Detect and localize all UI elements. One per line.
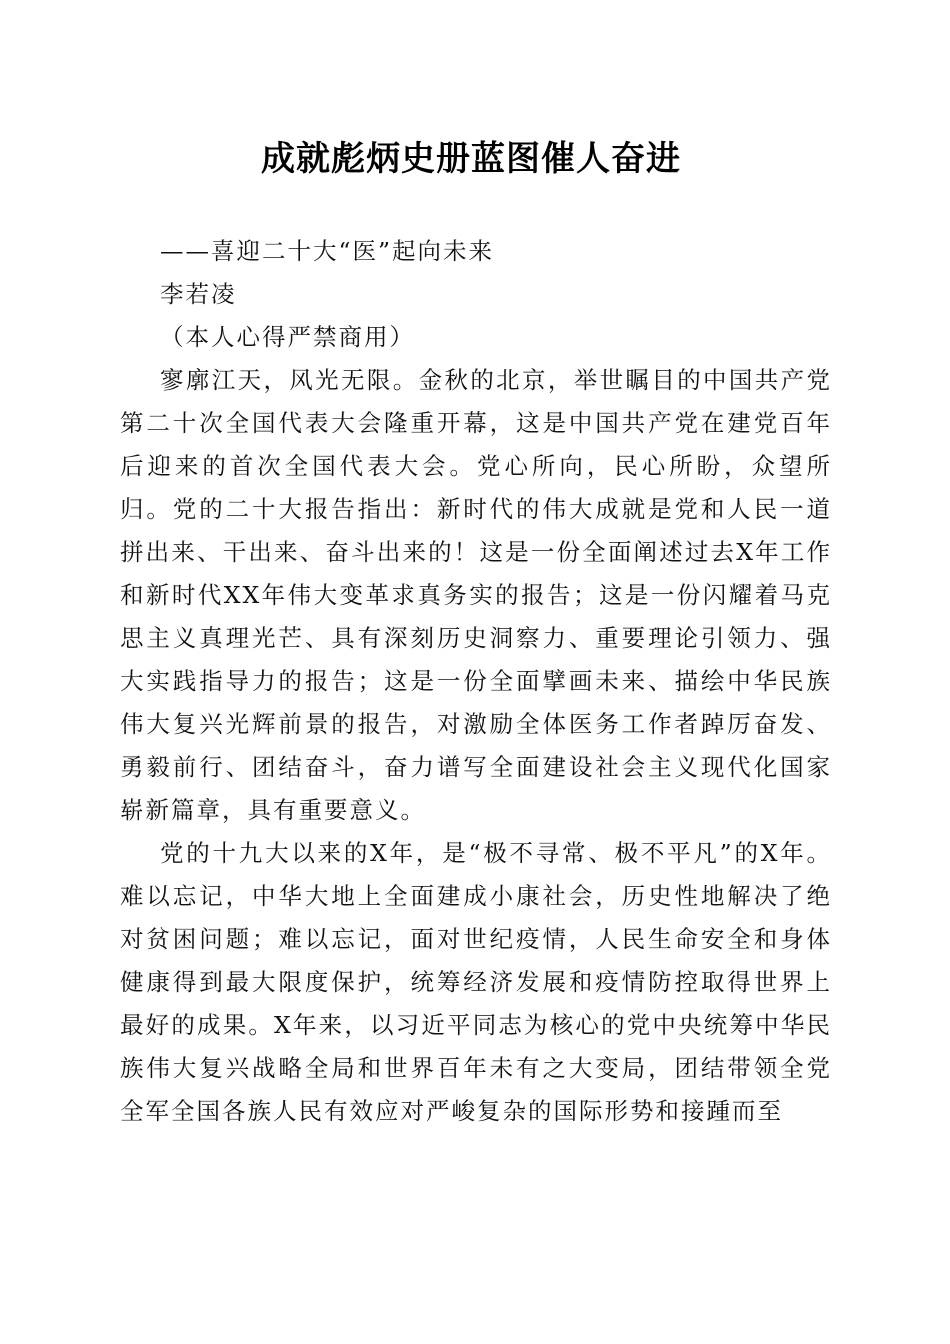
document-note: （本人心得严禁商用） bbox=[160, 323, 415, 351]
paragraph: 寥廓江天，风光无限。金秋的北京，举世瞩目的中国共产党第二十次全国代表大会隆重开幕，这是中国共产党在建党百年后迎来的首次全国代表大会。党心所向，民心所盼，众望所归。党的二十大报告指出：新时代的伟大成就是党和人民一道拼出来、干出来、奋斗出来的！这是一份全面阐述过去X年工作和新时代XX年伟大变革求真务实的报告；这是一份闪耀着马克思主义真理光芒、具有深刻历史洞察力、重要理论引领力、强大实践指导力的报告；这是一份全面擘画未来、描绘中华民族伟大复兴光辉前景的报告，对激励全体医务工作者踔厉奋发、勇毅前行、团结奋斗，奋力谱写全面建设社会主义现代化国家崭新篇章，具有重要意义。 bbox=[120, 366, 832, 824]
document-body bbox=[120, 230, 832, 1133]
document-subtitle: ——喜迎二十大“医”起向未来 bbox=[160, 237, 495, 265]
document-author: 李若凌 bbox=[160, 280, 237, 308]
paragraph: 党的十九大以来的X年，是“极不寻常、极不平凡”的X年。难以忘记，中华大地上全面建成小康社会，历史性地解决了绝对贫困问题；难以忘记，面对世纪疫情，人民生命安全和身体健康得到最大限度保护，统筹经济发展和疫情防控取得世界上最好的成果。X年来，以习近平同志为核心的党中央统筹中华民族伟大复兴战略全局和世界百年未有之大变局，团结带领全党全军全国各族人民有效应对严峻复杂的国际形势和接踵而至 bbox=[120, 839, 832, 1125]
document-title: 成就彪炳史册蓝图催人奋进 bbox=[261, 139, 681, 179]
